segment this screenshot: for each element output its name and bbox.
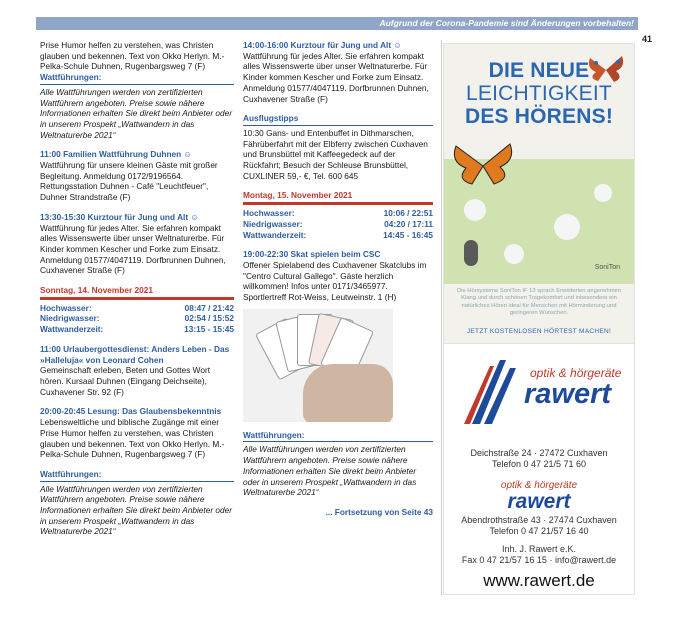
tide-row xyxy=(40,303,234,314)
event-text: Wattführung für unsere kleinen Gäste mit großer Begleitung. Anmeldung 0172/9196564. Rettungsstation Duhnen - Café "Leuchtfeuer", Duhner Strandstraße (F) xyxy=(40,160,218,203)
tide-value: 08:47 / 21:42 xyxy=(184,302,234,313)
logo-tagline: optik & hörgeräte xyxy=(500,480,578,491)
event-text: Wattführung für jedes Alter. Sie erfahren kompakt alles Wissenswerte über unser Weltnaturerbe. Für Kinder kommen Kescher und Forke zum Einsatz. Anmeldung 01577/4047119. Dorfbrunnen Duhnen, Cuxhavener Straße (F) xyxy=(243,50,429,104)
event-text: Offener Spielabend des Cuxhavener Skatclubs im "Centro Cultural Gallego". Gäste herzlich willkommen! Infos unter 0171/3465977. Sportlertreff Rot-Weiss, Leutweinstr. 1 (H) xyxy=(243,259,427,303)
event-item xyxy=(243,249,433,303)
ad-copy: Die Hörsysteme SoniTon IF 13 sprach Erweiterten angenehmen Klang und durch schönen Tragekomfort und inbesondere ein natürliches Hören ideal für Menschen mit Hörminderung und geringeren Wünschen. xyxy=(456,288,621,317)
event-item xyxy=(243,40,433,104)
store-address: Abendrothstraße 43 · 27474 Cuxhaven xyxy=(461,515,617,525)
tide-row xyxy=(243,230,433,241)
owner-text: Inh. J. Rawert e.K. xyxy=(501,544,577,554)
website-link[interactable]: www.rawert.de xyxy=(483,571,595,590)
event-item xyxy=(40,406,234,460)
ad-brand: SoniTon xyxy=(594,264,620,271)
tide-row xyxy=(243,219,433,230)
tide-label: Wattwanderzeit: xyxy=(40,324,104,335)
ad-headline-line: LEICHTIGKEIT xyxy=(466,82,612,105)
tide-label: Hochwasser: xyxy=(243,208,295,219)
tide-table xyxy=(243,208,433,240)
section-heading: Ausflugstipps xyxy=(243,113,433,126)
tide-value: 10:06 / 22:51 xyxy=(383,208,433,219)
flower-image xyxy=(464,199,486,221)
ad-headline-line: DES HÖRENS! xyxy=(464,105,614,128)
event-title: 13:30-15:30 Kurztour für Jung und Alt ☺ xyxy=(40,211,199,222)
tide-row xyxy=(40,324,234,335)
rawert-logo xyxy=(462,356,622,426)
store-address: Deichstraße 24 · 27472 Cuxhaven xyxy=(470,448,608,458)
banner-text: Aufgrund der Corona-Pandemie sind Änderungen vorbehalten! xyxy=(379,18,634,28)
logo-swoosh-icon xyxy=(462,356,522,426)
ad-cta[interactable]: JETZT KOSTENLOSEN HÖRTEST MACHEN! xyxy=(466,328,612,335)
tide-value: 02:54 / 15:52 xyxy=(184,313,234,324)
excursion-block xyxy=(243,113,433,181)
tour-info-block xyxy=(243,430,433,498)
event-item xyxy=(40,212,234,276)
tide-value: 13:15 - 15:45 xyxy=(184,324,234,335)
tide-label: Hochwasser: xyxy=(40,302,92,313)
event-title: 20:00-20:45 Lesung: Das Glaubensbekenntnis xyxy=(40,406,222,417)
flower-image xyxy=(554,214,580,240)
event-title: 11:00 Familien Wattführung Duhnen ☺ xyxy=(40,149,192,160)
tour-info-block xyxy=(40,469,234,537)
hearing-aid-ad xyxy=(443,43,635,345)
page-number: 41 xyxy=(641,34,652,44)
tour-info-text: Alle Wattführungen werden von zertifizierten Wattführern angeboten. Preise sowie nähere Informationen erhalten Sie direkt beim Anbieter oder in unserem Prospekt „Wattwandern in das Weltnaturerbe 2021“ xyxy=(40,86,233,140)
butterfly-icon xyxy=(452,140,514,186)
hearing-aid-image xyxy=(464,240,478,266)
tour-info-block xyxy=(40,72,234,140)
event-title: 19:00-22:30 Skat spielen beim CSC xyxy=(243,249,381,260)
event-item xyxy=(40,344,234,398)
day-heading: Montag, 15. November 2021 xyxy=(243,190,433,205)
tide-label: Niedrigwasser: xyxy=(40,313,100,324)
day-heading: Sonntag, 14. November 2021 xyxy=(40,285,234,300)
excursion-text: 10:30 Gans- und Entenbuffet in Dithmarschen, Fährüberfahrt mit der Elbferry zwischen Cuxhaven und Brunsbüttel mit Kaffeegedeck auf der Rückfahrt; Besuch der Schleuse Brunsbüttel, CUXLINER 59,- €, Tel. 600 645 xyxy=(243,127,428,181)
tide-label: Niedrigwasser: xyxy=(243,218,303,229)
top-banner xyxy=(36,17,638,30)
event-title: 11:00 Urlaubergottesdienst: Anders Leben - Das »Halleluja« von Leonard Cohen xyxy=(40,343,230,365)
event-item xyxy=(40,149,234,203)
event-text: Wattführung für jedes Alter. Sie erfahren kompakt alles Wissenswerte über unser Weltnaturerbe. Für Kinder kommen Kescher und Forke zum Einsatz. Anmeldung 01577/4047119. Dorfbrunnen Duhnen, Cuxhavener Straße (F) xyxy=(40,222,226,276)
section-heading: Wattführungen: xyxy=(243,430,433,443)
section-heading: Wattführungen: xyxy=(40,72,234,85)
column-middle xyxy=(243,40,433,518)
hand-image xyxy=(303,364,393,422)
tide-table xyxy=(40,303,234,335)
fax-email: Fax 0 47 21/57 16 15 · info@rawert.de xyxy=(461,555,617,565)
store-phone: Telefon 0 47 21/5 71 60 xyxy=(491,459,587,469)
flower-image xyxy=(594,184,612,202)
tide-value: 04:20 / 17:11 xyxy=(384,218,433,229)
continued-link[interactable]: ... Fortsetzung von Seite 43 xyxy=(325,506,433,517)
logo-wordmark: rawert xyxy=(524,378,612,410)
event-text: Gemeinschaft erleben, Beten und Gottes Wort hören. Kursaal Duhnen (Eingang Deichseite), Cuxhavener Str. 92 (F) xyxy=(40,365,211,397)
tour-info-text: Alle Wattführungen werden von zertifizierten Wattführern angeboten. Preise sowie nähere Informationen erhalten Sie direkt beim Anbieter oder in unserem Prospekt „Wattwandern in das Weltnaturerbe 2021“ xyxy=(243,444,417,498)
logo-tagline: optik & hörgeräte xyxy=(530,366,622,380)
tide-row xyxy=(40,313,234,324)
column-left xyxy=(40,40,234,537)
event-title: 14:00-16:00 Kurztour für Jung und Alt ☺ xyxy=(243,40,402,50)
event-text: Lebensweltliche und biblische Zugänge mit einer Prise Humor helfen zu verstehen, was Christen glauben und bekennen. Text von Okko Herlyn. M.-Pelka-Schule Duhnen, Rugenbargsweg 7 (F) xyxy=(40,417,225,460)
ad-headline-line: DIE NEUE xyxy=(488,59,590,82)
tour-info-text: Alle Wattführungen werden von zertifizierten Wattführern angeboten. Preise sowie nähere Informationen erhalten Sie direkt beim Anbieter oder in unserem Prospekt „Wattwandern in das Weltnaturerbe 2021“ xyxy=(40,483,233,537)
tide-row xyxy=(243,208,433,219)
flower-image xyxy=(504,244,524,264)
logo-wordmark: rawert xyxy=(507,490,571,513)
section-heading: Wattführungen: xyxy=(40,469,234,482)
butterfly-icon xyxy=(586,54,626,84)
intro-text: Prise Humor helfen zu verstehen, was Christen glauben und bekennen. Text von Okko Herlyn. M.-Pelka-Schule Duhnen, Rugenbargsweg 7 (F) xyxy=(40,40,225,72)
store-phone: Telefon 0 47 21/57 16 40 xyxy=(489,526,589,536)
playing-cards-photo xyxy=(243,309,393,422)
tide-label: Wattwanderzeit: xyxy=(243,229,307,240)
column-divider xyxy=(441,40,442,595)
tide-value: 14:45 - 16:45 xyxy=(383,229,433,240)
optik-ad xyxy=(443,343,635,595)
